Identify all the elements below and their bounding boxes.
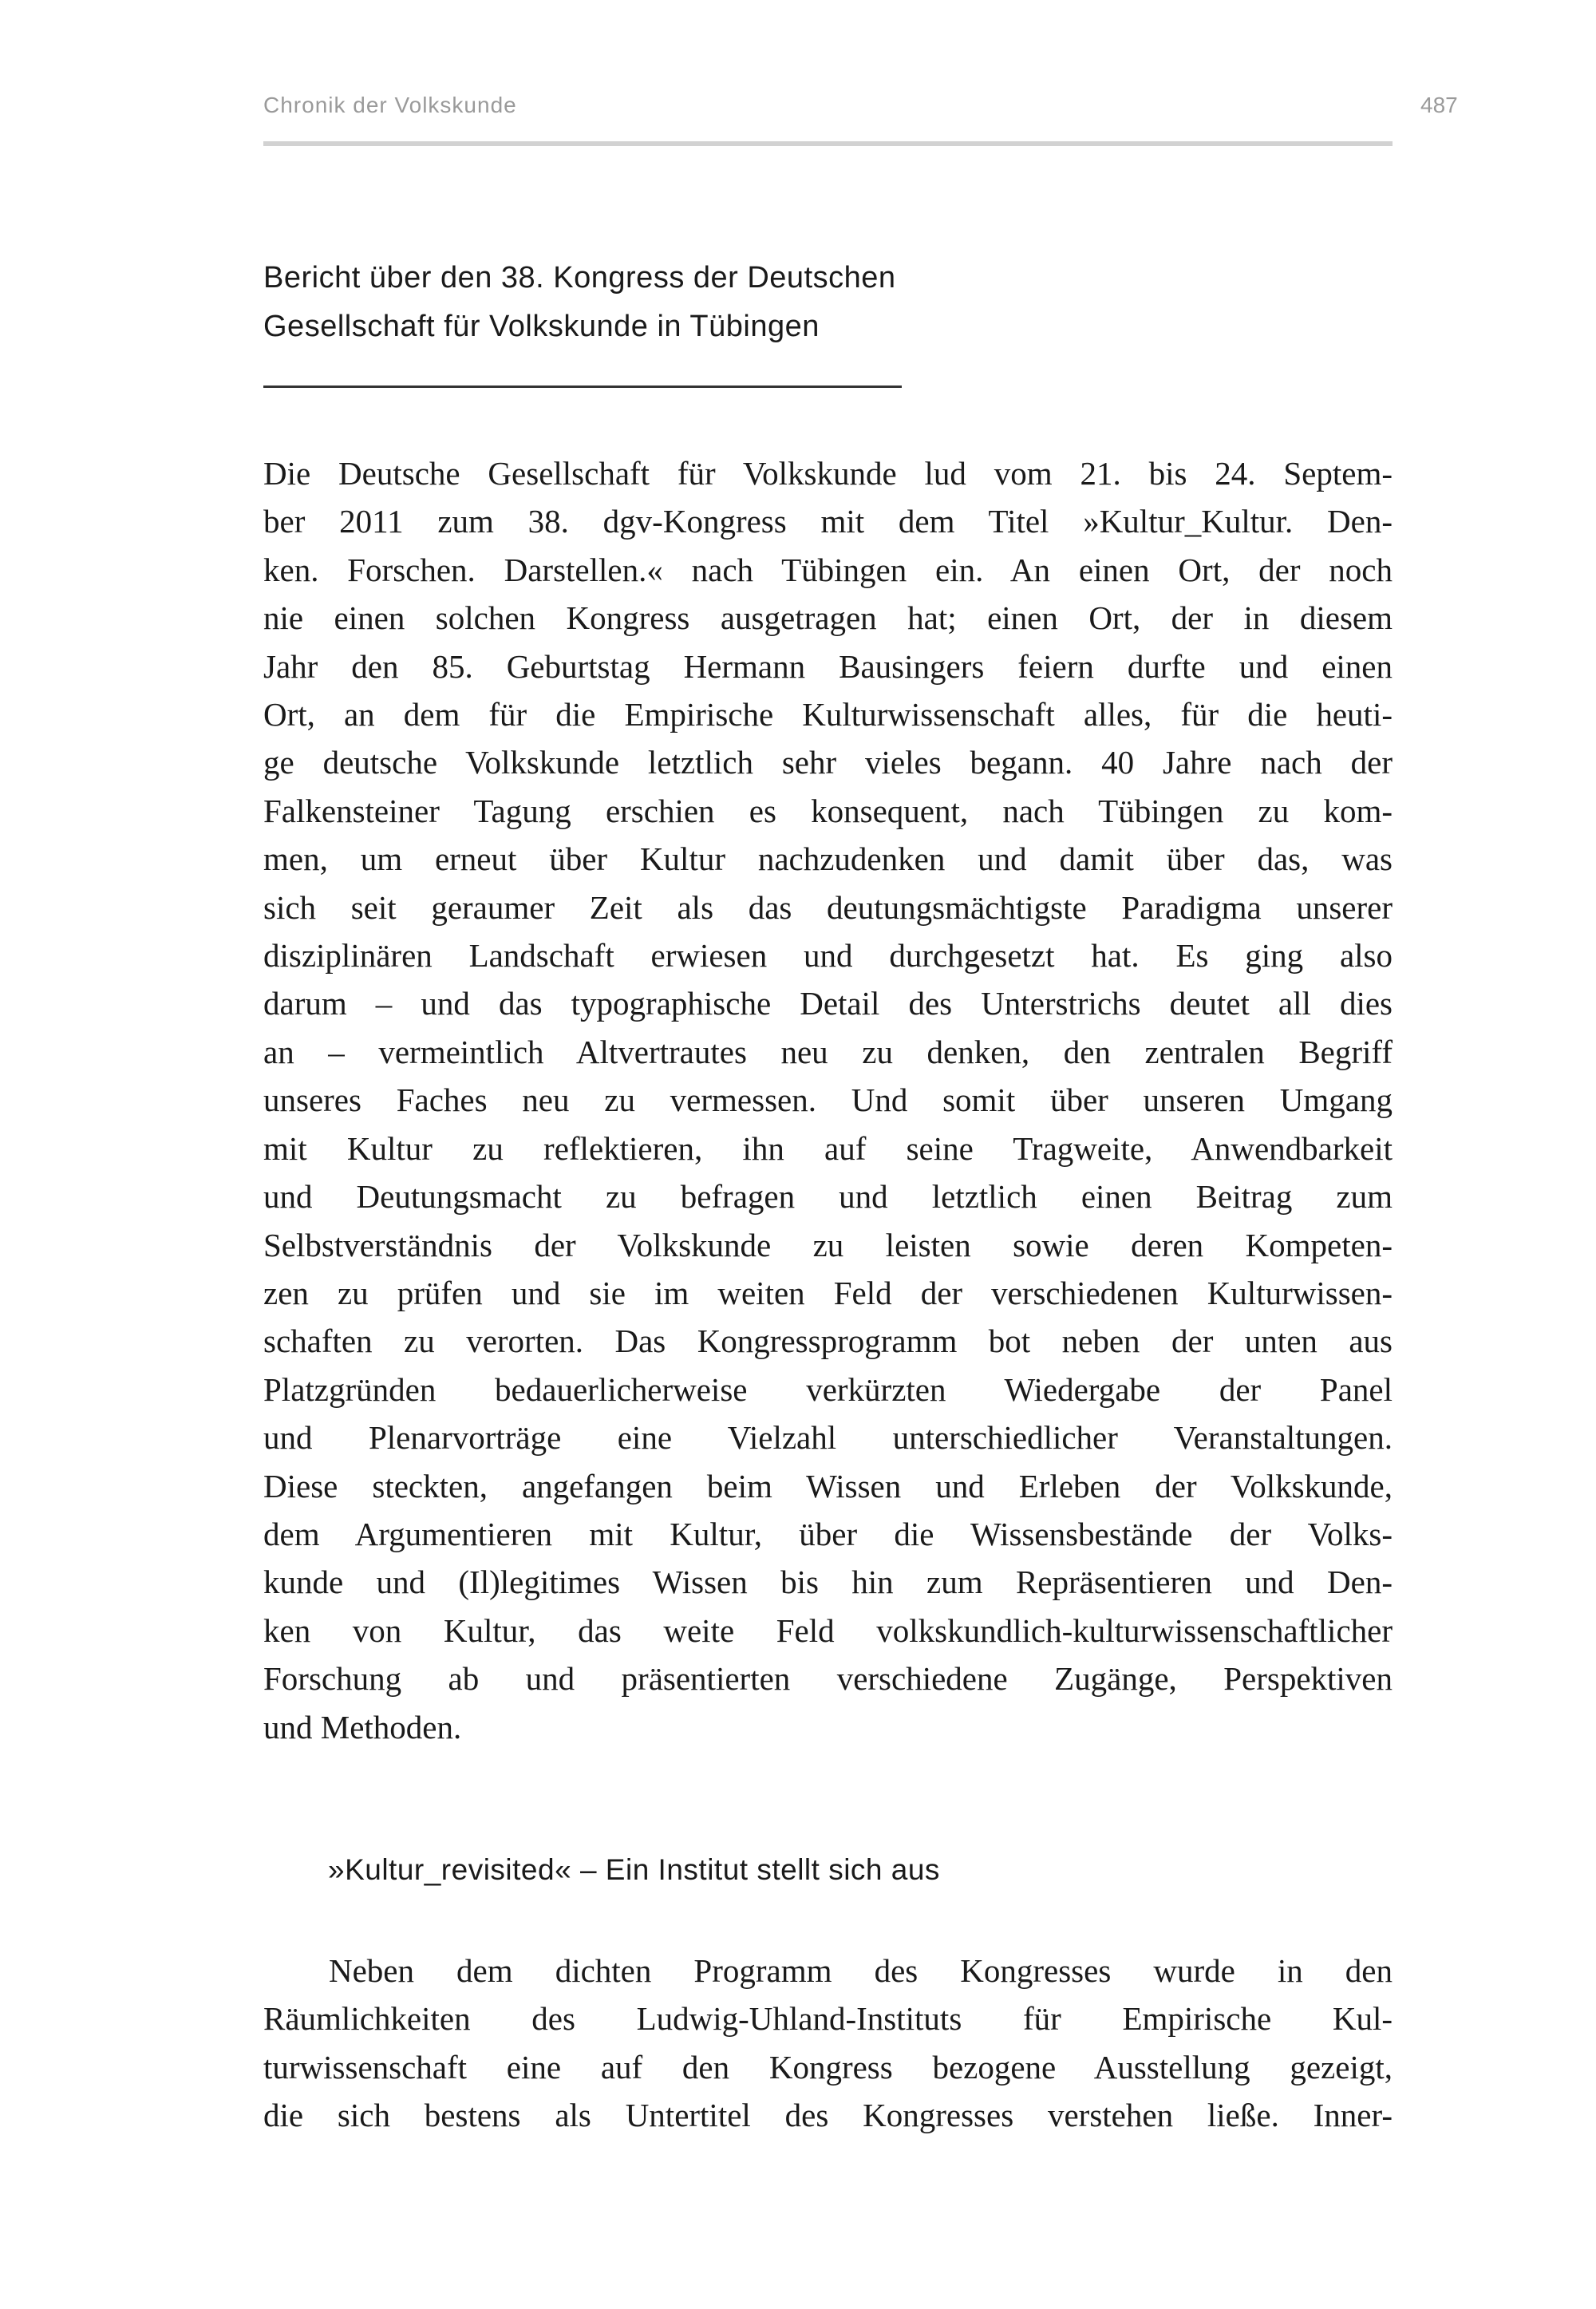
text-line: Diese steckten, angefangen beim Wissen und Erleben der Volkskunde, bbox=[263, 1467, 1393, 1504]
text-line: nie einen solchen Kongress ausgetragen hat; einen Ort, der in diesem bbox=[263, 599, 1393, 637]
text-line: ber 2011 zum 38. dgv-Kongress mit dem Titel »Kultur_Kultur. Den- bbox=[263, 503, 1393, 540]
text-line: Platzgründen bedauerlicherweise verkürzten Wiedergabe der Panel bbox=[263, 1370, 1393, 1408]
paragraph-1 bbox=[263, 449, 1393, 1751]
text-line: und Deutungsmacht zu befragen und letztlich einen Beitrag zum bbox=[263, 1178, 1393, 1216]
page-number: 487 bbox=[1420, 93, 1458, 117]
title-line: Gesellschaft für Volkskunde in Tübingen bbox=[263, 310, 820, 343]
text-line: ken von Kultur, das weite Feld volkskundlich-kulturwissenschaftlicher bbox=[263, 1611, 1393, 1649]
text-line: Ort, an dem für die Empirische Kulturwissenschaft alles, für die heuti- bbox=[263, 696, 1393, 733]
title-line: Bericht über den 38. Kongress der Deutschen bbox=[263, 261, 896, 295]
text-line: disziplinären Landschaft erwiesen und durchgesetzt hat. Es ging also bbox=[263, 937, 1393, 975]
section-heading: »Kultur_revisited« – Ein Institut stellt sich aus bbox=[328, 1853, 940, 1886]
article-title bbox=[263, 254, 896, 351]
text-line: zen zu prüfen und sie im weiten Feld der verschiedenen Kulturwissen- bbox=[263, 1274, 1393, 1311]
text-line: turwissenschaft eine auf den Kongress bezogene Ausstellung gezeigt, bbox=[263, 2048, 1393, 2086]
text-line: men, um erneut über Kultur nachzudenken und damit über das, was bbox=[263, 840, 1393, 878]
text-line: kunde und (Il)legitimes Wissen bis hin zum Repräsentieren und Den- bbox=[263, 1564, 1393, 1601]
title-underline bbox=[263, 385, 902, 388]
text-line: Jahr den 85. Geburtstag Hermann Bausingers feiern durfte und einen bbox=[263, 647, 1393, 685]
text-line: sich seit geraumer Zeit als das deutungsmächtigste Paradigma unserer bbox=[263, 888, 1393, 926]
text-line: Räumlichkeiten des Ludwig-Uhland-Instituts für Empirische Kul- bbox=[263, 2000, 1393, 2038]
text-line: Selbstverständnis der Volkskunde zu leisten sowie deren Kompeten- bbox=[263, 1226, 1393, 1263]
text-line: dem Argumentieren mit Kultur, über die Wissensbestände der Volks- bbox=[263, 1515, 1393, 1552]
text-line: an – vermeintlich Altvertrautes neu zu denken, den zentralen Begriff bbox=[263, 1033, 1393, 1070]
text-line: Forschung ab und präsentierten verschiedene Zugänge, Perspektiven bbox=[263, 1660, 1393, 1698]
text-line: Neben dem dichten Programm des Kongresses wurde in den bbox=[329, 1952, 1393, 1989]
text-line: und Plenarvorträge eine Vielzahl unterschiedlicher Veranstaltungen. bbox=[263, 1419, 1393, 1457]
text-line: darum – und das typographische Detail des Unterstrichs deutet all dies bbox=[263, 985, 1393, 1022]
text-line: ge deutsche Volkskunde letztlich sehr vieles begann. 40 Jahre nach der bbox=[263, 744, 1393, 781]
text-line: ken. Forschen. Darstellen.« nach Tübingen ein. An einen Ort, der noch bbox=[263, 551, 1393, 588]
text-line: unseres Faches neu zu vermessen. Und somit über unseren Umgang bbox=[263, 1081, 1393, 1119]
text-line: mit Kultur zu reflektieren, ihn auf seine Tragweite, Anwendbarkeit bbox=[263, 1129, 1393, 1167]
text-line: schaften zu verorten. Das Kongressprogramm bot neben der unten aus bbox=[263, 1323, 1393, 1360]
header-rule bbox=[263, 141, 1393, 146]
text-line: Die Deutsche Gesellschaft für Volkskunde lud vom 21. bis 24. Septem- bbox=[263, 455, 1393, 492]
text-line: Falkensteiner Tagung erschien es konsequent, nach Tübingen zu kom- bbox=[263, 792, 1393, 829]
paragraph-2 bbox=[263, 1947, 1393, 2140]
text-line: die sich bestens als Untertitel des Kongresses verstehen ließe. Inner- bbox=[263, 2097, 1393, 2134]
text-line: und Methoden. bbox=[263, 1708, 462, 1746]
running-head: Chronik der Volkskunde bbox=[263, 93, 517, 117]
